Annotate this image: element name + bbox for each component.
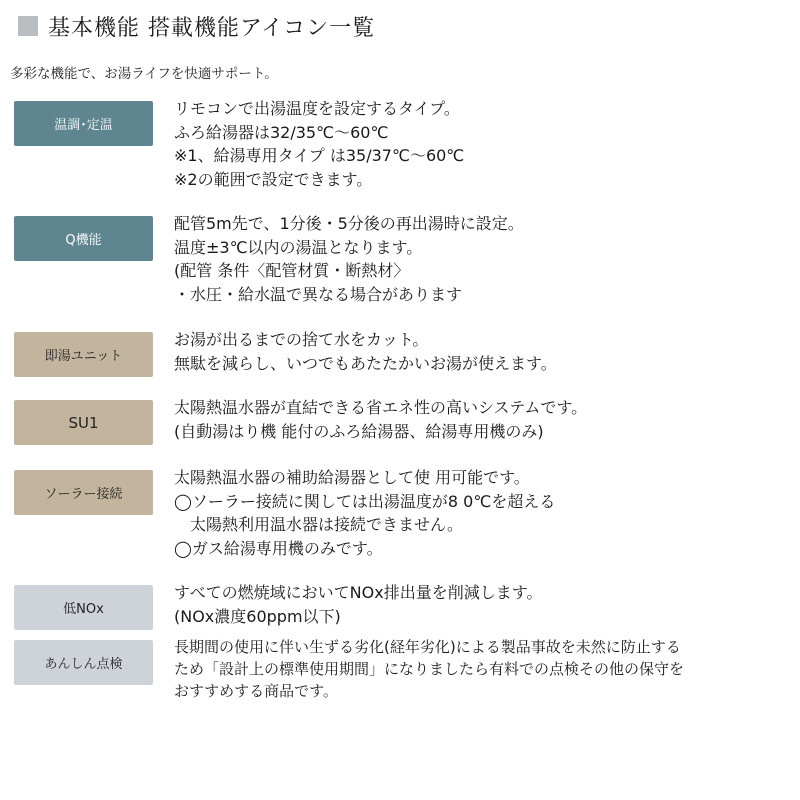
description-line: ため「設計上の標準使用期間」になりましたら有料での点検その他の保守を: [174, 660, 685, 678]
feature-description: [174, 212, 524, 306]
page-title: 基本機能 搭載機能アイコン一覧: [48, 15, 376, 41]
description-line: ※2の範囲で設定できます。: [174, 169, 373, 189]
badge-su1: SU1: [14, 400, 153, 445]
page-header: [18, 12, 375, 40]
badge-instant-hot-water: 即湯ユニット: [14, 332, 153, 377]
description-line: ・水圧・給水温で異なる場合があります: [174, 284, 463, 304]
description-line: 長期間の使用に伴い生ずる劣化(経年劣化)による製品事故を未然に防止する: [174, 638, 681, 656]
description-line: (自動湯はり機 能付のふろ給湯器、給湯専用機のみ): [174, 421, 544, 441]
description-line: 配管5m先で、1分後・5分後の再出湯時に設定。: [174, 214, 524, 233]
description-line: 太陽熱温水器の補助給湯器として使 用可能です。: [174, 468, 530, 487]
description-line: ※1、給湯専用タイプ は35/37℃〜60℃: [174, 146, 465, 165]
page-subtitle: 多彩な機能で、お湯ライフを快適サポート。: [10, 66, 278, 82]
badge-safety-inspection: あんしん点検: [14, 640, 153, 685]
header-square-icon: [18, 16, 38, 36]
description-line: (配管 条件〈配管材質・断熱材〉: [174, 261, 410, 280]
description-line: 温度±3℃以内の湯温となります。: [174, 237, 423, 257]
feature-description: [174, 466, 555, 560]
description-line: お湯が出るまでの捨て水をカット。: [174, 330, 429, 349]
description-line: 太陽熱利用温水器は接続できません。: [174, 515, 463, 534]
badge-low-nox: 低NOx: [14, 585, 153, 630]
description-line: 太陽熱温水器が直結できる省エネ性の高いシステムです。: [174, 398, 588, 417]
description-line: おすすめする商品です。: [174, 682, 338, 700]
feature-description: [174, 97, 464, 191]
feature-description: [174, 581, 542, 628]
description-line: ◯ソーラー接続に関しては出湯温度が8 0℃を超える: [174, 491, 556, 511]
description-line: (NOx濃度60ppm以下): [174, 606, 341, 626]
badge-solar-connection: ソーラー接続: [14, 470, 153, 515]
description-line: すべての燃焼域においてNOx排出量を削減します。: [174, 583, 543, 602]
feature-description: [174, 328, 557, 375]
feature-description: [174, 396, 587, 443]
description-line: 無駄を減らし、いつでもあたたかいお湯が使えます。: [174, 353, 557, 373]
feature-description: [174, 636, 684, 702]
description-line: リモコンで出湯温度を設定するタイプ。: [174, 99, 460, 118]
description-line: ◯ガス給湯専用機のみです。: [174, 538, 383, 558]
badge-q-function: Q機能: [14, 216, 153, 261]
description-line: ふろ給湯器は32/35℃〜60℃: [174, 122, 389, 142]
badge-temp-control: 温調･定温: [14, 101, 153, 146]
